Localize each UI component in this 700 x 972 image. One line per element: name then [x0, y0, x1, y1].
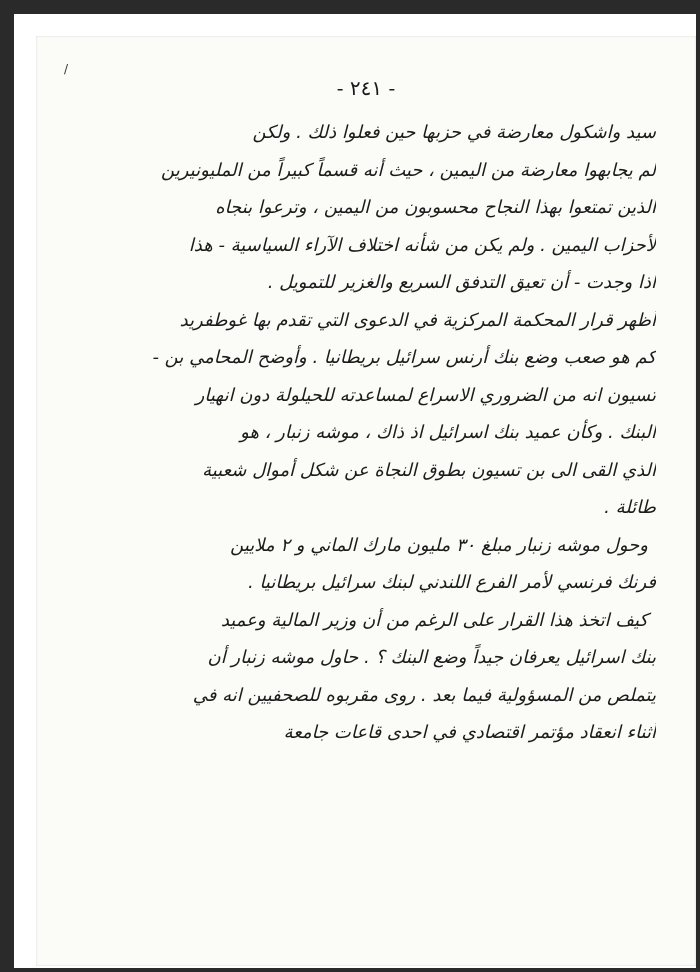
- text-line: وحول موشه زنبار مبلغ ٣٠ مليون مارك الماني و ٢ ملايين: [230, 534, 648, 556]
- text-line: بنك اسرائيل يعرفان جيداً وضع البنك ؟ . حاول موشه زنبار أن: [207, 647, 656, 668]
- text-line: أثناء انعقاد مؤتمر اقتصادي في احدى قاعات جامعة: [283, 722, 656, 743]
- corner-mark: /: [64, 62, 69, 76]
- text-line: كم هو صعب وضع بنك أرنس سرائيل بريطانيا . وأوضح المحامي بن -: [152, 347, 656, 368]
- text-line: كيف اتخذ هذا القرار على الرغم من أن وزير المالية وعميد: [220, 609, 648, 631]
- page-number: - ٢٤١ -: [336, 76, 396, 100]
- text-line: أظهر قرار المحكمة المركزية في الدعوى التي تقدم بها غوطفريد: [179, 309, 656, 331]
- text-line: لأحزاب اليمين . ولم يكن من شأنه اختلاف الآراء السياسية - هذا: [188, 234, 656, 256]
- text-line: الذي القى الى بن تسيون بطوق النجاة عن شكل أموال شعبية: [202, 459, 656, 481]
- text-line: طائلة .: [604, 497, 656, 518]
- handwritten-text-block: [74, 114, 656, 752]
- text-line: يتملص من المسؤولية فيما بعد . روى مقربوه للصحفيين انه في: [192, 684, 656, 706]
- document-page: [36, 36, 696, 966]
- text-line: فرنك فرنسي لأمر الفرع اللندني لبنك سرائيل بريطانيا .: [248, 572, 656, 593]
- text-line: لم يجابهوا معارضة من اليمين ، حيث أنه قسماً كبيراً من المليونيرين: [161, 159, 656, 181]
- text-line: اذا وجدت - أن تعيق التدفق السريع والغزير للتمويل .: [267, 272, 656, 293]
- text-line: البنك . وكأن عميد بنك اسرائيل اذ ذاك ، موشه زنبار ، هو: [240, 422, 656, 443]
- text-line: الذين تمتعوا بهذا النجاح محسوبون من اليمين ، وترعوا بنجاه: [215, 197, 656, 218]
- text-line: تسيون انه من الضروري الاسراع لمساعدته للحيلولة دون انهيار: [195, 384, 656, 406]
- text-line: سيد واشكول معارضة في حزبها حين فعلوا ذلك . ولكن: [252, 122, 656, 143]
